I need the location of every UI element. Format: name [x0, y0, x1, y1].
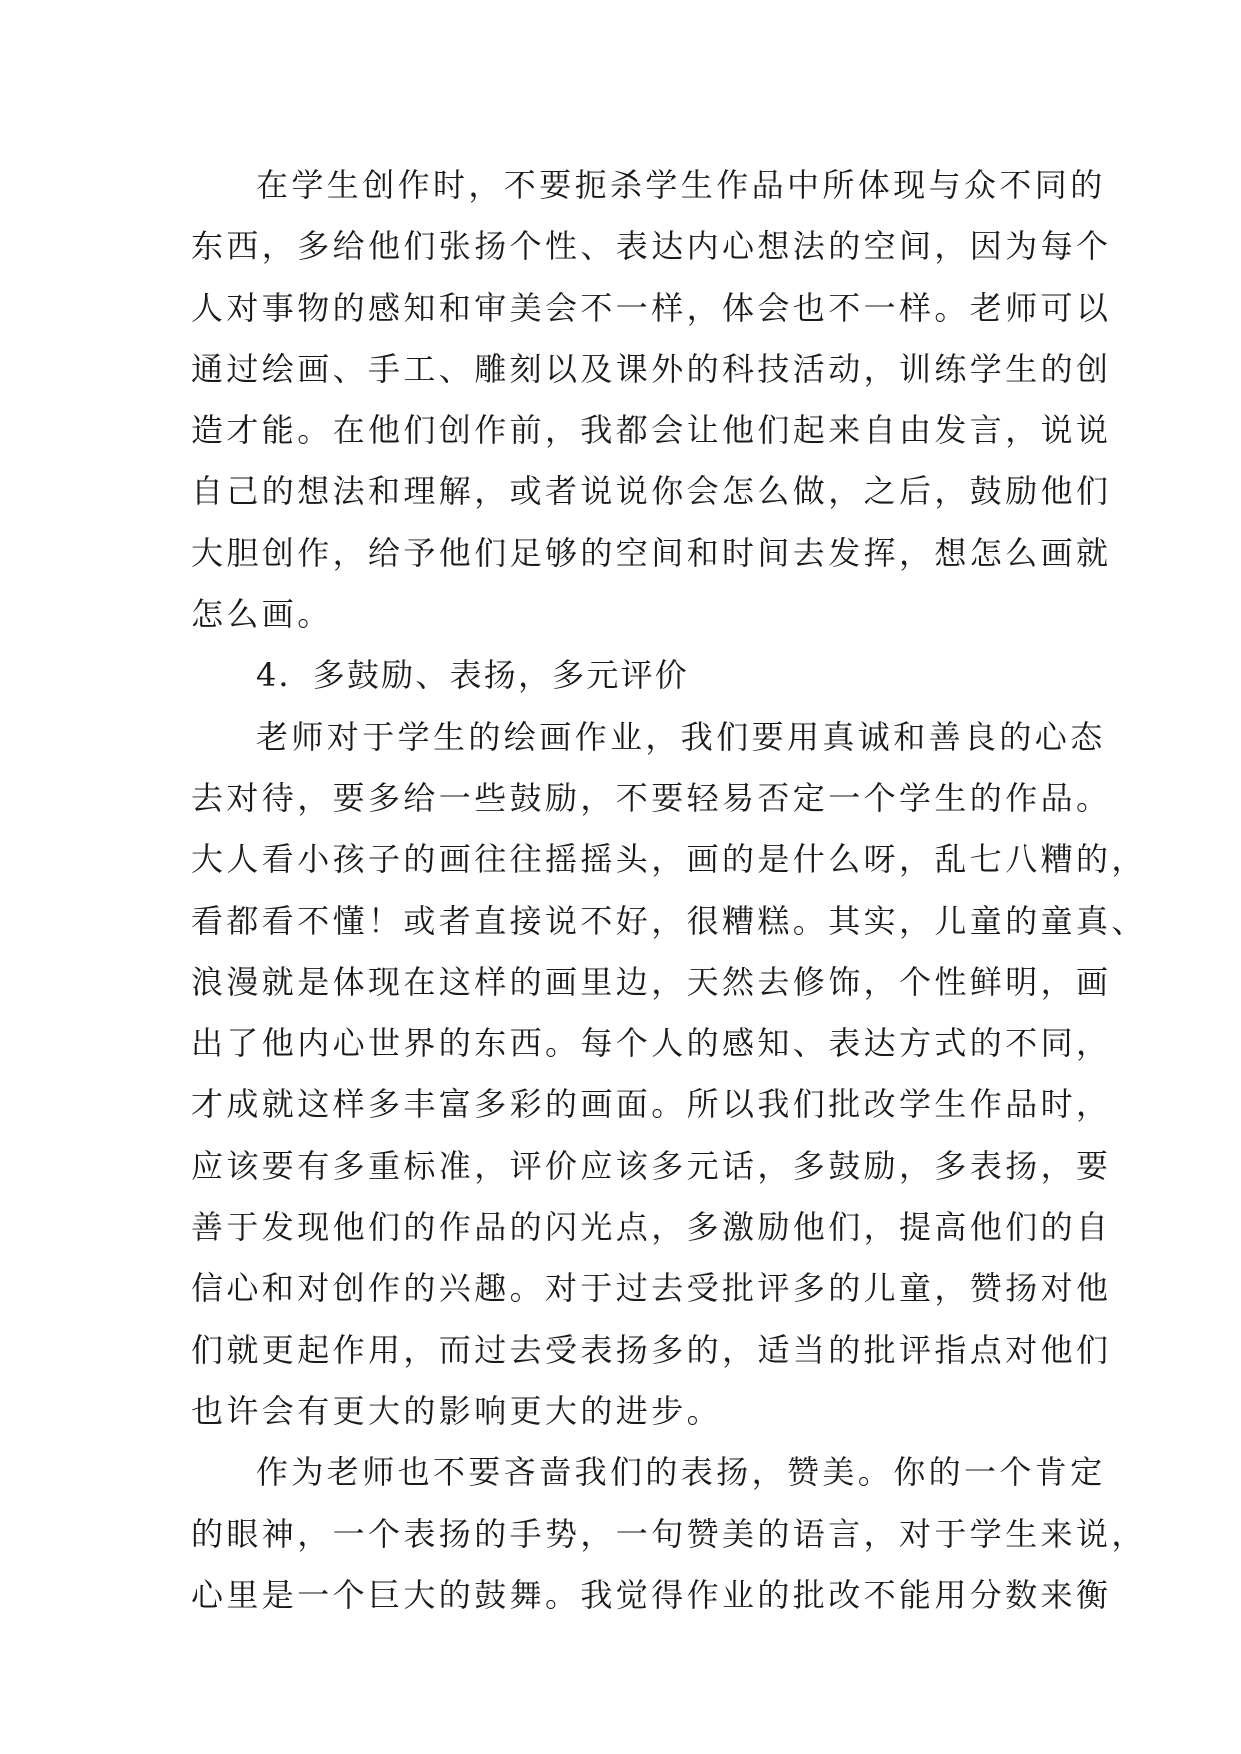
paragraph-line: 也许会有更大的影响更大的进步。 — [191, 1391, 723, 1430]
paragraph-line: 们就更起作用，而过去受表扬多的，适当的批评指点对他们 — [191, 1330, 1112, 1369]
paragraph-line: 才成就这样多丰富多彩的画面。所以我们批改学生作品时， — [191, 1085, 1112, 1124]
paragraph-line: 东西，多给他们张扬个性、表达内心想法的空间，因为每个 — [191, 227, 1112, 266]
paragraph-line: 怎么画。 — [191, 595, 333, 634]
paragraph-line: 在学生创作时，不要扼杀学生作品中所体现与众不同的 — [256, 166, 1106, 204]
paragraph-line: 人对事物的感知和审美会不一样，体会也不一样。老师可以 — [191, 288, 1112, 327]
paragraph-line: 大胆创作，给予他们足够的空间和时间去发挥，想怎么画就 — [191, 533, 1112, 572]
paragraph-line: 作为老师也不要吝啬我们的表扬，赞美。你的一个肯定 — [256, 1453, 1106, 1492]
section-heading: 4．多鼓励、表扬，多元评价 — [256, 656, 689, 695]
paragraph-line: 善于发现他们的作品的闪光点，多激励他们，提高他们的自 — [191, 1208, 1112, 1247]
paragraph-line: 浪漫就是体现在这样的画里边，天然去修饰，个性鲜明，画 — [191, 962, 1112, 1001]
paragraph-line: 大人看小孩子的画往往摇摇头，画的是什么呀，乱七八糟的， — [191, 840, 1147, 879]
paragraph-line: 应该要有多重标准，评价应该多元话，多鼓励，多表扬，要 — [191, 1146, 1112, 1185]
document-body — [191, 155, 1147, 1626]
paragraph-line: 自己的想法和理解，或者说说你会怎么做，之后，鼓励他们 — [191, 472, 1112, 511]
paragraph-line: 的眼神，一个表扬的手势，一句赞美的语言，对于学生来说， — [191, 1514, 1147, 1553]
paragraph-line: 通过绘画、手工、雕刻以及课外的科技活动，训练学生的创 — [191, 349, 1112, 388]
paragraph-line: 心里是一个巨大的鼓舞。我觉得作业的批改不能用分数来衡 — [191, 1575, 1112, 1614]
paragraph-line: 去对待，要多给一些鼓励，不要轻易否定一个学生的作品。 — [191, 778, 1112, 817]
paragraph-line: 出了他内心世界的东西。每个人的感知、表达方式的不同， — [191, 1024, 1112, 1063]
paragraph-line: 造才能。在他们创作前，我都会让他们起来自由发言，说说 — [191, 411, 1112, 450]
paragraph-line: 看都看不懂！或者直接说不好，很糟糕。其实，儿童的童真、 — [191, 901, 1147, 940]
paragraph-line: 老师对于学生的绘画作业，我们要用真诚和善良的心态 — [256, 717, 1106, 756]
paragraph-line: 信心和对创作的兴趣。对于过去受批评多的儿童，赞扬对他 — [191, 1269, 1112, 1308]
